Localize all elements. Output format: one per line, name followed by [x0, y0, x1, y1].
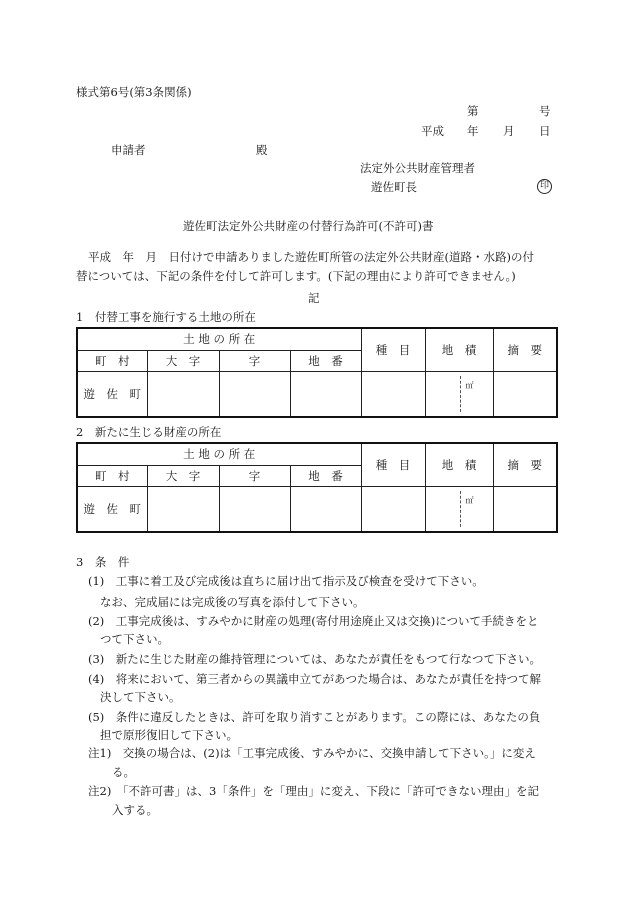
- date-month: 月: [503, 124, 515, 138]
- intro-line-1: 平成 年 月 日付けで申請ありました遊佐町所管の法定外公共財産(道路・水路)の付: [88, 250, 534, 264]
- chiban-header: 地 番: [290, 350, 361, 371]
- aza-header: 字: [219, 465, 290, 486]
- issuer-name: 遊佐町長: [371, 180, 417, 194]
- condition-1-line-1: (1) 工事に着工及び完成後は直ちに届け出て指示及び検査を受けて下さい。: [88, 574, 484, 588]
- condition-3: (3) 新たに生じた財産の維持管理については、あなたが責任をもつて行なつて下さい。: [88, 652, 542, 666]
- section3-heading: 3 条 件: [76, 555, 130, 569]
- area-cell[interactable]: [425, 371, 493, 417]
- issuer-role: 法定外公共財産管理者: [360, 161, 475, 175]
- form-label: 様式第6号(第3条関係): [76, 85, 192, 99]
- chiban-cell[interactable]: [290, 371, 361, 417]
- number-suffix: 号: [539, 104, 551, 118]
- oaza-cell[interactable]: [147, 486, 219, 532]
- aza-cell[interactable]: [219, 486, 290, 532]
- date-day: 日: [539, 124, 551, 138]
- condition-2-line-2: つて下さい。: [100, 632, 169, 646]
- kind-header: 種 目: [361, 328, 425, 371]
- kind-cell[interactable]: [361, 371, 425, 417]
- condition-4-line-2: 決して下さい。: [100, 690, 181, 704]
- section2-heading: 2 新たに生じる財産の所在: [76, 425, 222, 439]
- note-header: 摘 要: [493, 443, 557, 486]
- note-1-line-2: る。: [112, 765, 135, 779]
- condition-5-line-2: 担で原形復旧して下さい。: [100, 728, 238, 742]
- note-header: 摘 要: [493, 328, 557, 371]
- town-cell: 遊 佐 町: [77, 371, 147, 417]
- area-cell[interactable]: [425, 486, 493, 532]
- land-table-1: [76, 327, 558, 418]
- condition-4-line-1: (4) 将来において、第三者からの異議申立てがあつた場合は、あなたが責任を持つて解: [88, 672, 542, 686]
- location-header: 土 地 の 所 在: [77, 328, 361, 350]
- aza-header: 字: [219, 350, 290, 371]
- chiban-cell[interactable]: [290, 486, 361, 532]
- area-header: 地 積: [425, 443, 493, 486]
- oaza-header: 大 字: [147, 465, 219, 486]
- section1-heading: 1 付替工事を施行する土地の所在: [76, 310, 256, 324]
- applicant-label: 申請者: [111, 143, 146, 157]
- kind-cell[interactable]: [361, 486, 425, 532]
- note-2-line-1: 注2) 「不許可書」は、3「条件」を「理由」に変え、下段に「許可できない理由」を記: [88, 784, 540, 798]
- oaza-cell[interactable]: [147, 371, 219, 417]
- seal-mark: 印: [537, 179, 552, 194]
- area-header: 地 積: [425, 328, 493, 371]
- condition-2-line-1: (2) 工事完成後は、すみやかに財産の処理(寄付用途廃止又は交換)について手続きをと: [88, 614, 539, 628]
- ki-label: 記: [308, 291, 320, 305]
- area-unit: ㎡: [465, 380, 474, 390]
- oaza-header: 大 字: [147, 350, 219, 371]
- document-title: 遊佐町法定外公共財産の付替行為許可(不許可)書: [183, 219, 434, 233]
- town-header: 町 村: [77, 350, 147, 371]
- date-era: 平成: [421, 124, 444, 138]
- date-year: 年: [467, 124, 479, 138]
- area-unit: ㎡: [465, 495, 474, 505]
- intro-line-2: 替については、下記の条件を付して許可します。(下記の理由により許可できません。): [76, 269, 516, 283]
- note-cell[interactable]: [493, 371, 557, 417]
- kind-header: 種 目: [361, 443, 425, 486]
- town-cell: 遊 佐 町: [77, 486, 147, 532]
- condition-1-line-2: なお、完成届には完成後の写真を添付して下さい。: [100, 595, 365, 609]
- note-2-line-2: 入する。: [112, 803, 158, 817]
- location-header: 土 地 の 所 在: [77, 443, 361, 465]
- applicant-honorific: 殿: [256, 143, 268, 157]
- number-prefix: 第: [467, 104, 479, 118]
- note-1-line-1: 注1) 交換の場合は、(2)は「工事完成後、すみやかに、交換申請して下さい。」に変え: [88, 746, 536, 760]
- town-header: 町 村: [77, 465, 147, 486]
- chiban-header: 地 番: [290, 465, 361, 486]
- land-table-2: [76, 442, 558, 533]
- condition-5-line-1: (5) 条件に違反したときは、許可を取り消すことがあります。この際には、あなたの負: [88, 710, 541, 724]
- aza-cell[interactable]: [219, 371, 290, 417]
- note-cell[interactable]: [493, 486, 557, 532]
